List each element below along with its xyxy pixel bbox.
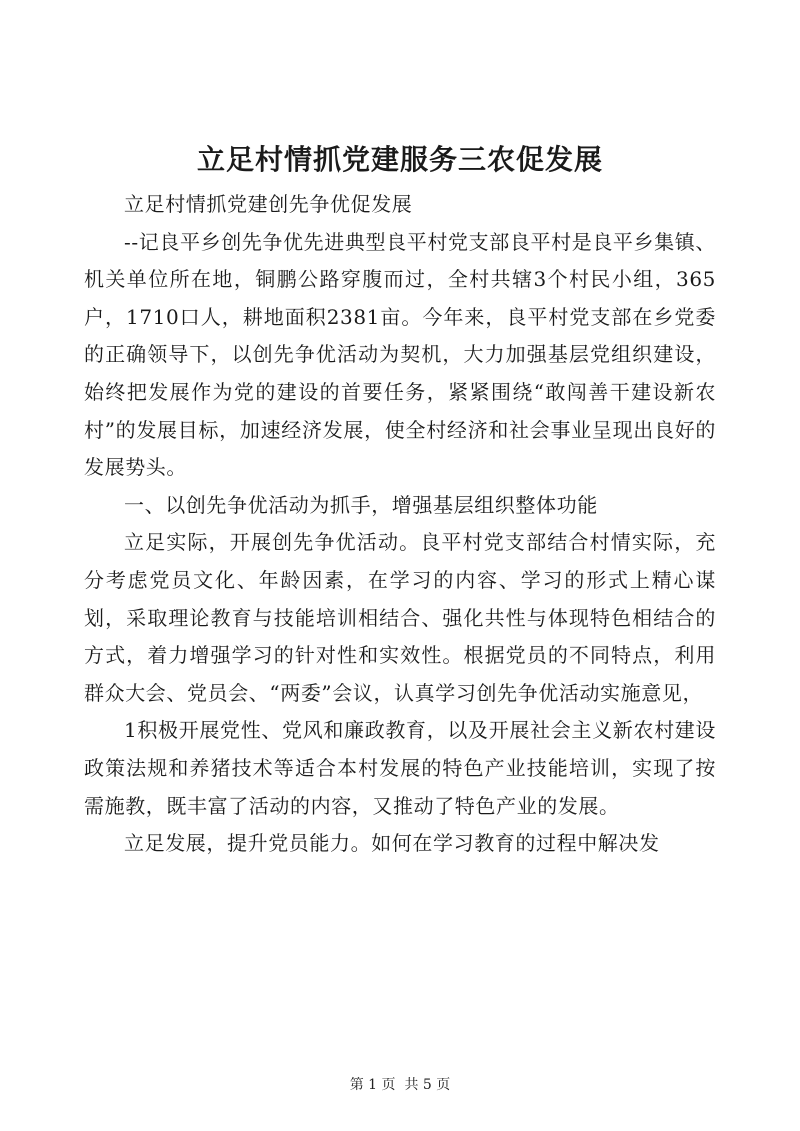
section-heading-paragraph: 一、以创先争优活动为抓手，增强基层组织整体功能	[124, 492, 598, 517]
body-paragraph: 立足发展，提升党员能力。如何在学习教育的过程中解决发	[124, 831, 660, 856]
intro-paragraph: --记良平乡创先争优先进典型良平村党支部良平村是良平乡集镇、机关单位所在地，铜鹏公路穿腹而过，全村共辖3个村民小组，365户，1710口人，耕地面积2381亩。今年来，良平村党支部在乡党委的正确领导下，以创先争优活动为契机，大力加强基层党组织建设，始终把发展作为党的建设的首要任务，紧紧围绕“敢闯善干建设新农村”的发展目标，加速经济发展，使全村经济和社会事业呈现出良好的发展势头。	[84, 229, 716, 480]
document-title: 立足村情抓党建服务三农促发展	[196, 143, 603, 176]
page-footer	[0, 1075, 800, 1095]
subtitle-paragraph: 立足村情抓党建创先争优促发展	[124, 192, 413, 216]
body-paragraph: 1积极开展党性、党风和廉政教育，以及开展社会主义新农村建设政策法规和养猪技术等适合本村发展的特色产业技能培训，实现了按需施教，既丰富了活动的内容，又推动了特色产业的发展。	[84, 718, 716, 818]
document-body	[84, 186, 716, 863]
body-paragraph: 立足实际，开展创先争优活动。良平村党支部结合村情实际，充分考虑党员文化、年龄因素，在学习的内容、学习的形式上精心谋划，采取理论教育与技能培训相结合、强化共性与体现特色相结合的方式，着力增强学习的针对性和实效性。根据党员的不同特点，利用群众大会、党员会、“两委”会议，认真学习创先争优活动实施意见，	[84, 530, 716, 705]
page-number-label: 第 1 页 共 5 页	[349, 1077, 451, 1093]
